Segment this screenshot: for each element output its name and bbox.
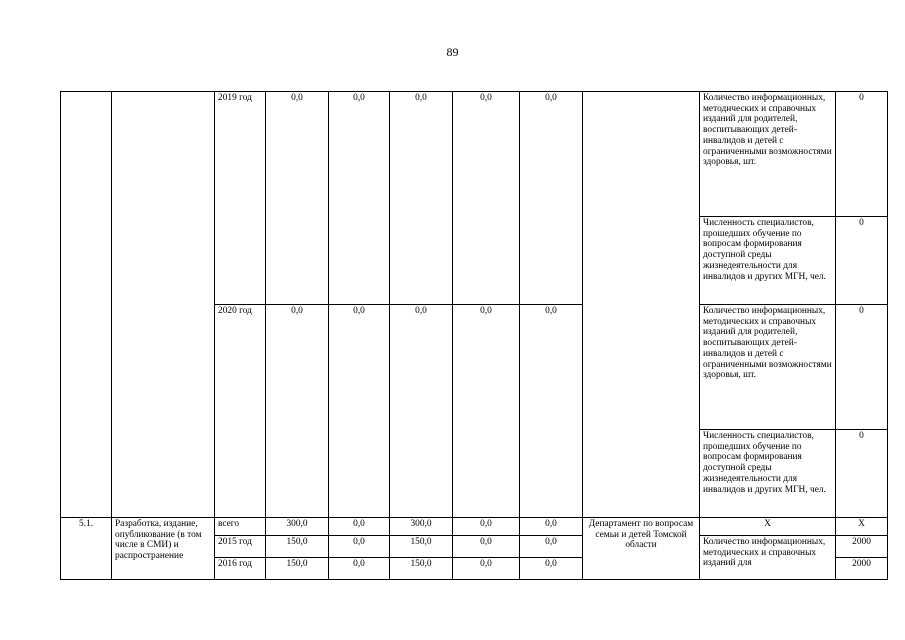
value-cell: 150,0 bbox=[266, 558, 329, 580]
executor-cell: Департамент по вопросам семьи и детей Томской области bbox=[583, 518, 700, 580]
indicator-value: 0 bbox=[836, 92, 888, 217]
empty-name-cell bbox=[112, 92, 215, 518]
year-cell: 2020 год bbox=[215, 305, 266, 518]
indicator-name: Численность специалистов, прошедших обучение по вопросам формирования доступной среды жизнедеятельности для инвалидов и других МГН, чел. bbox=[700, 430, 836, 518]
indicator-value: 0 bbox=[836, 217, 888, 305]
item-number: 5.1. bbox=[61, 518, 112, 580]
indicator-value: Х bbox=[836, 518, 888, 536]
value-cell: 0,0 bbox=[453, 518, 520, 536]
indicator-name: Численность специалистов, прошедших обучение по вопросам формирования доступной среды жизнедеятельности для инвалидов и других МГН, чел. bbox=[700, 217, 836, 305]
value-cell: 0,0 bbox=[390, 92, 453, 305]
value-cell: 300,0 bbox=[266, 518, 329, 536]
value-cell: 0,0 bbox=[329, 536, 390, 558]
year-cell: 2015 год bbox=[215, 536, 266, 558]
empty-number-cell bbox=[61, 92, 112, 518]
value-cell: 0,0 bbox=[520, 536, 583, 558]
indicator-value: 2000 bbox=[836, 536, 888, 558]
value-cell: 0,0 bbox=[453, 536, 520, 558]
indicator-value: 2000 bbox=[836, 558, 888, 580]
value-cell: 150,0 bbox=[390, 558, 453, 580]
value-cell: 0,0 bbox=[520, 558, 583, 580]
indicator-name: Х bbox=[700, 518, 836, 536]
year-cell: всего bbox=[215, 518, 266, 536]
value-cell: 0,0 bbox=[520, 92, 583, 305]
value-cell: 0,0 bbox=[329, 558, 390, 580]
value-cell: 0,0 bbox=[520, 518, 583, 536]
year-cell: 2016 год bbox=[215, 558, 266, 580]
value-cell: 0,0 bbox=[520, 305, 583, 518]
value-cell: 150,0 bbox=[390, 536, 453, 558]
value-cell: 0,0 bbox=[266, 305, 329, 518]
indicator-name: Количество информационных, методических и справочных изданий для родителей, воспитывающих детей-инвалидов и детей с ограниченными возможностями здоровья, шт. bbox=[700, 305, 836, 430]
table-row bbox=[61, 518, 888, 536]
value-cell: 0,0 bbox=[329, 305, 390, 518]
program-table bbox=[60, 91, 888, 580]
table-row bbox=[61, 92, 888, 217]
value-cell: 0,0 bbox=[453, 92, 520, 305]
value-cell: 0,0 bbox=[453, 305, 520, 518]
value-cell: 0,0 bbox=[266, 92, 329, 305]
value-cell: 0,0 bbox=[453, 558, 520, 580]
value-cell: 0,0 bbox=[329, 518, 390, 536]
value-cell: 300,0 bbox=[390, 518, 453, 536]
indicator-name: Количество информационных, методических и справочных изданий для родителей, воспитывающих детей-инвалидов и детей с ограниченными возможностями здоровья, шт. bbox=[700, 92, 836, 217]
item-name: Разработка, издание, опубликование (в том числе в СМИ) и распространение bbox=[112, 518, 215, 580]
indicator-value: 0 bbox=[836, 305, 888, 430]
value-cell: 0,0 bbox=[390, 305, 453, 518]
indicator-value: 0 bbox=[836, 430, 888, 518]
value-cell: 0,0 bbox=[329, 92, 390, 305]
value-cell: 150,0 bbox=[266, 536, 329, 558]
empty-executor-cell bbox=[583, 92, 700, 518]
page-number: 89 bbox=[446, 45, 459, 59]
indicator-name: Количество информационных, методических и справочных изданий для bbox=[700, 536, 836, 580]
year-cell: 2019 год bbox=[215, 92, 266, 305]
